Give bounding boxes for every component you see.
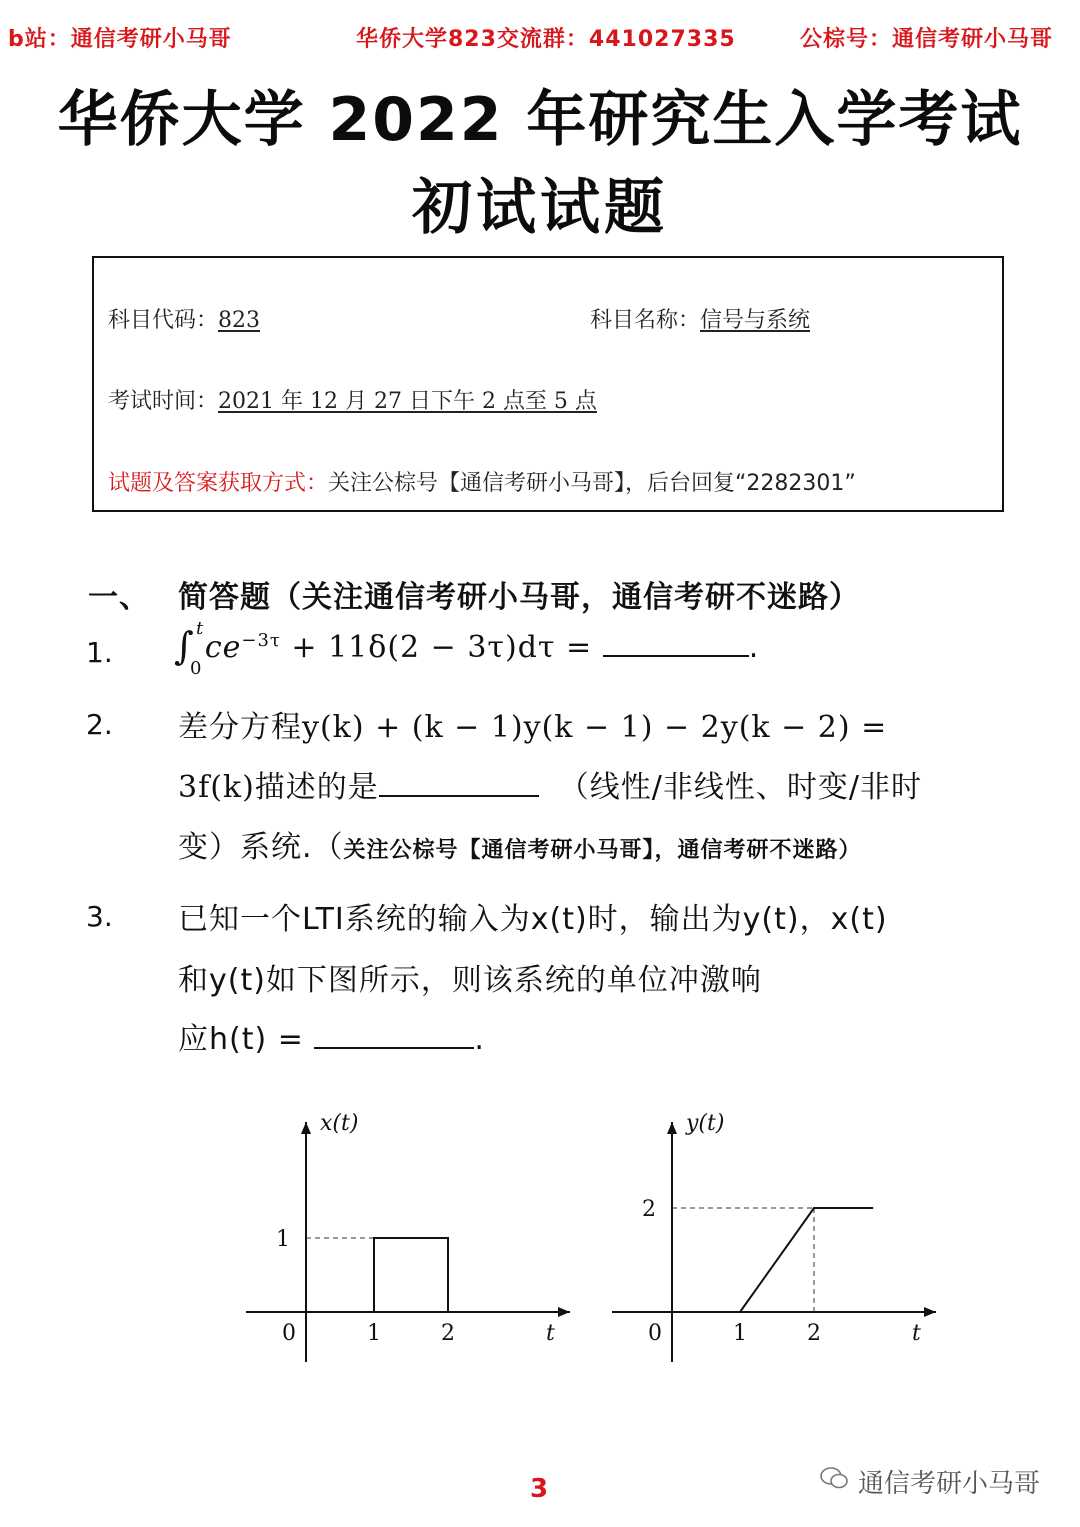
x-axis-label: t	[912, 1321, 921, 1346]
x-axis-arrow	[558, 1307, 570, 1317]
q2-line2-start: 3f(k)描述的是	[178, 770, 379, 805]
section-number: 一、	[88, 580, 150, 615]
answer-access-text: 关注公棕号【通信考研小马哥】，后台回复“2282301”	[328, 471, 856, 496]
x-axis-arrow	[924, 1307, 936, 1317]
answer-access-label: 试题及答案获取方式：	[108, 471, 329, 496]
x-tick-label: 0	[648, 1321, 662, 1346]
integral-sign: ∫	[174, 624, 195, 668]
q2-line3-start: 变）系统.（	[178, 830, 344, 865]
q2-line2-options: （线性/非线性、时变/非时	[558, 770, 922, 805]
q2-promo-note: 关注公棕号【通信考研小马哥】，通信考研不迷路）	[343, 838, 862, 863]
q3-line2: 和y(t)如下图所示，则该系统的单位冲激响	[178, 963, 762, 998]
page-number: 3	[530, 1474, 549, 1504]
subject-name	[590, 303, 810, 334]
q2-answer-blank	[379, 794, 539, 797]
x-axis-label: t	[546, 1321, 555, 1346]
x-tick-label: 1	[733, 1321, 747, 1346]
x-tick-label: 1	[367, 1321, 381, 1346]
y-axis-arrow	[301, 1122, 311, 1134]
q1-text	[174, 618, 760, 682]
x-signal-chart	[240, 1100, 580, 1370]
x-signal-series	[374, 1238, 448, 1312]
q1-expr-rest: + 11δ(2 − 3τ)dτ =	[280, 630, 603, 665]
exam-time	[108, 384, 597, 415]
q3-answer-blank	[314, 1046, 474, 1049]
x-tick-label: 2	[441, 1321, 455, 1346]
q3-line3-start: 应h(t) =	[178, 1022, 315, 1057]
exam-time-label: 考试时间：	[108, 389, 219, 414]
y-signal-series	[740, 1208, 873, 1312]
y-axis-label: x(t)	[320, 1111, 359, 1136]
q3-end: .	[474, 1022, 485, 1057]
q3-number: 3.	[86, 900, 113, 933]
header-left: b站：通信考研小马哥	[8, 27, 232, 52]
section-title: 简答题（关注通信考研小马哥，通信考研不迷路）	[178, 580, 860, 615]
x-tick-label: 2	[807, 1321, 821, 1346]
q3-line1: 已知一个LTI系统的输入为x(t)时，输出为y(t)，x(t)	[178, 902, 888, 937]
exam-time-value: 2021 年 12 月 27 日下午 2 点至 5 点	[218, 389, 597, 414]
q1-number: 1.	[86, 636, 113, 669]
q2-number: 2.	[86, 708, 113, 741]
y-axis-label: y(t)	[686, 1111, 725, 1136]
header-center: 华侨大学823交流群：441027335	[356, 27, 736, 52]
header-right: 公棕号：通信考研小马哥	[800, 27, 1054, 52]
y-tick-label: 2	[642, 1197, 656, 1222]
y-tick-label: 1	[276, 1227, 290, 1252]
subject-code	[108, 303, 260, 334]
y-axis-arrow	[667, 1122, 677, 1134]
q2-line3	[178, 822, 862, 866]
y-signal-chart	[606, 1100, 946, 1370]
q1-end: .	[748, 630, 760, 665]
subject-name-value: 信号与系统	[700, 308, 811, 333]
q2-line1: 差分方程y(k) + (k − 1)y(k − 1) − 2y(k − 2) =	[178, 710, 888, 745]
page-subtitle: 初试试题	[412, 173, 668, 243]
q1-answer-blank	[603, 654, 749, 657]
integral-upper: t	[196, 618, 205, 639]
page-title: 华侨大学 2022 年研究生入学考试	[57, 85, 1023, 155]
q2-line2	[178, 762, 922, 806]
q1-exponent: −3τ	[241, 630, 281, 651]
integral-lower: 0	[190, 658, 203, 679]
answer-access	[108, 466, 856, 497]
wechat-icon	[820, 1467, 848, 1489]
subject-code-value: 823	[218, 308, 261, 333]
x-tick-label: 0	[282, 1321, 296, 1346]
section-heading	[88, 572, 860, 616]
q1-expr-e: e	[222, 630, 242, 665]
subject-name-label: 科目名称：	[590, 308, 701, 333]
subject-code-label: 科目代码：	[108, 308, 219, 333]
footer-brand: 通信考研小马哥	[858, 1469, 1041, 1499]
q1-expr-c: c	[204, 630, 223, 665]
q3-line3	[178, 1014, 485, 1058]
